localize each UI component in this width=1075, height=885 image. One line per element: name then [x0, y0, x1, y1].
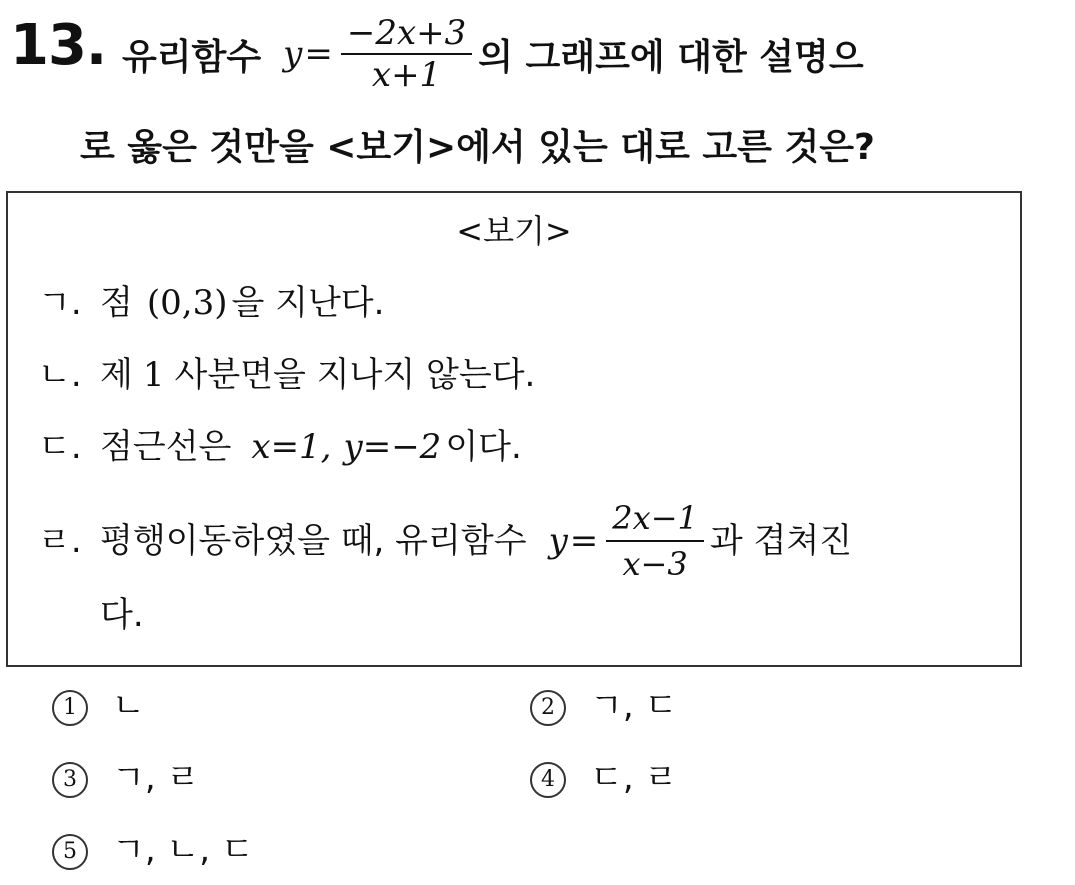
- item-marker: ㄴ.: [38, 355, 82, 395]
- bogi-item-nieun: [38, 353, 535, 397]
- choice-3[interactable]: [52, 756, 199, 800]
- equation-fraction: [341, 13, 472, 95]
- item-text: 점 (0,3) 을 지난다.: [100, 283, 385, 323]
- bogi-box: [6, 191, 1022, 667]
- equation-lhs: y: [283, 34, 303, 74]
- choice-4[interactable]: [530, 756, 677, 800]
- choice-answer: ㄱ, ㄹ: [112, 758, 200, 798]
- fraction-numerator: −2x+3: [346, 13, 467, 53]
- choice-5[interactable]: [52, 828, 254, 872]
- item-marker: ㄹ.: [38, 521, 82, 561]
- choice-2[interactable]: [530, 684, 677, 728]
- choice-number-circle: 2: [530, 690, 566, 726]
- choice-number-circle: 5: [52, 834, 88, 870]
- bogi-item-giyeok: [38, 281, 384, 325]
- item-marker: ㄱ.: [38, 283, 82, 323]
- point-coordinates: (0,3): [146, 283, 228, 323]
- question-number: 13.: [10, 13, 107, 78]
- equation-equals: =: [304, 34, 333, 74]
- asymptote-y: y=−2: [343, 427, 442, 467]
- choice-number-circle: 3: [52, 762, 88, 798]
- choice-answer: ㄱ, ㄴ, ㄷ: [112, 830, 254, 870]
- choice-number-circle: 1: [52, 690, 88, 726]
- rational-function-equation: [283, 13, 478, 95]
- equation-fraction: [606, 496, 704, 586]
- question-suffix: 의 그래프에 대한 설명으: [478, 36, 864, 78]
- choice-answer: ㄴ: [112, 686, 145, 726]
- question-prefix: 유리함수: [122, 36, 262, 78]
- item-text: 점근선은 x=1, y=−2 이다.: [100, 427, 522, 467]
- choice-number-circle: 4: [530, 762, 566, 798]
- item-marker: ㄷ.: [38, 427, 82, 467]
- bogi-item-digeut: [38, 425, 522, 469]
- item-text: 제 1 사분면을 지나지 않는다.: [100, 355, 536, 395]
- asymptote-x: x=1,: [251, 427, 332, 467]
- choice-answer: ㄱ, ㄷ: [590, 686, 678, 726]
- fraction-denominator: x−3: [622, 545, 688, 583]
- bogi-item-rieul: [38, 493, 852, 589]
- question-line-2: 로 옳은 것만을 <보기>에서 있는 대로 고른 것은?: [80, 127, 875, 168]
- target-function-equation: y = $\frac{2x-1}{x-3}$: [549, 496, 710, 586]
- fraction-numerator: 2x−1: [612, 499, 698, 537]
- fraction-denominator: x+1: [371, 55, 442, 95]
- choice-1[interactable]: [52, 684, 145, 728]
- choice-answer: ㄷ, ㄹ: [590, 758, 678, 798]
- bogi-item-rieul-continuation: 다.: [100, 595, 144, 635]
- quadrant-number: 1: [142, 355, 165, 395]
- question-line-1: [122, 8, 864, 100]
- item-text: 평행이동하였을 때, 유리함수 y = $\frac{2x-1}{x-3}$ 과 겹쳐진: [100, 496, 852, 586]
- bogi-title: <보기>: [456, 212, 572, 250]
